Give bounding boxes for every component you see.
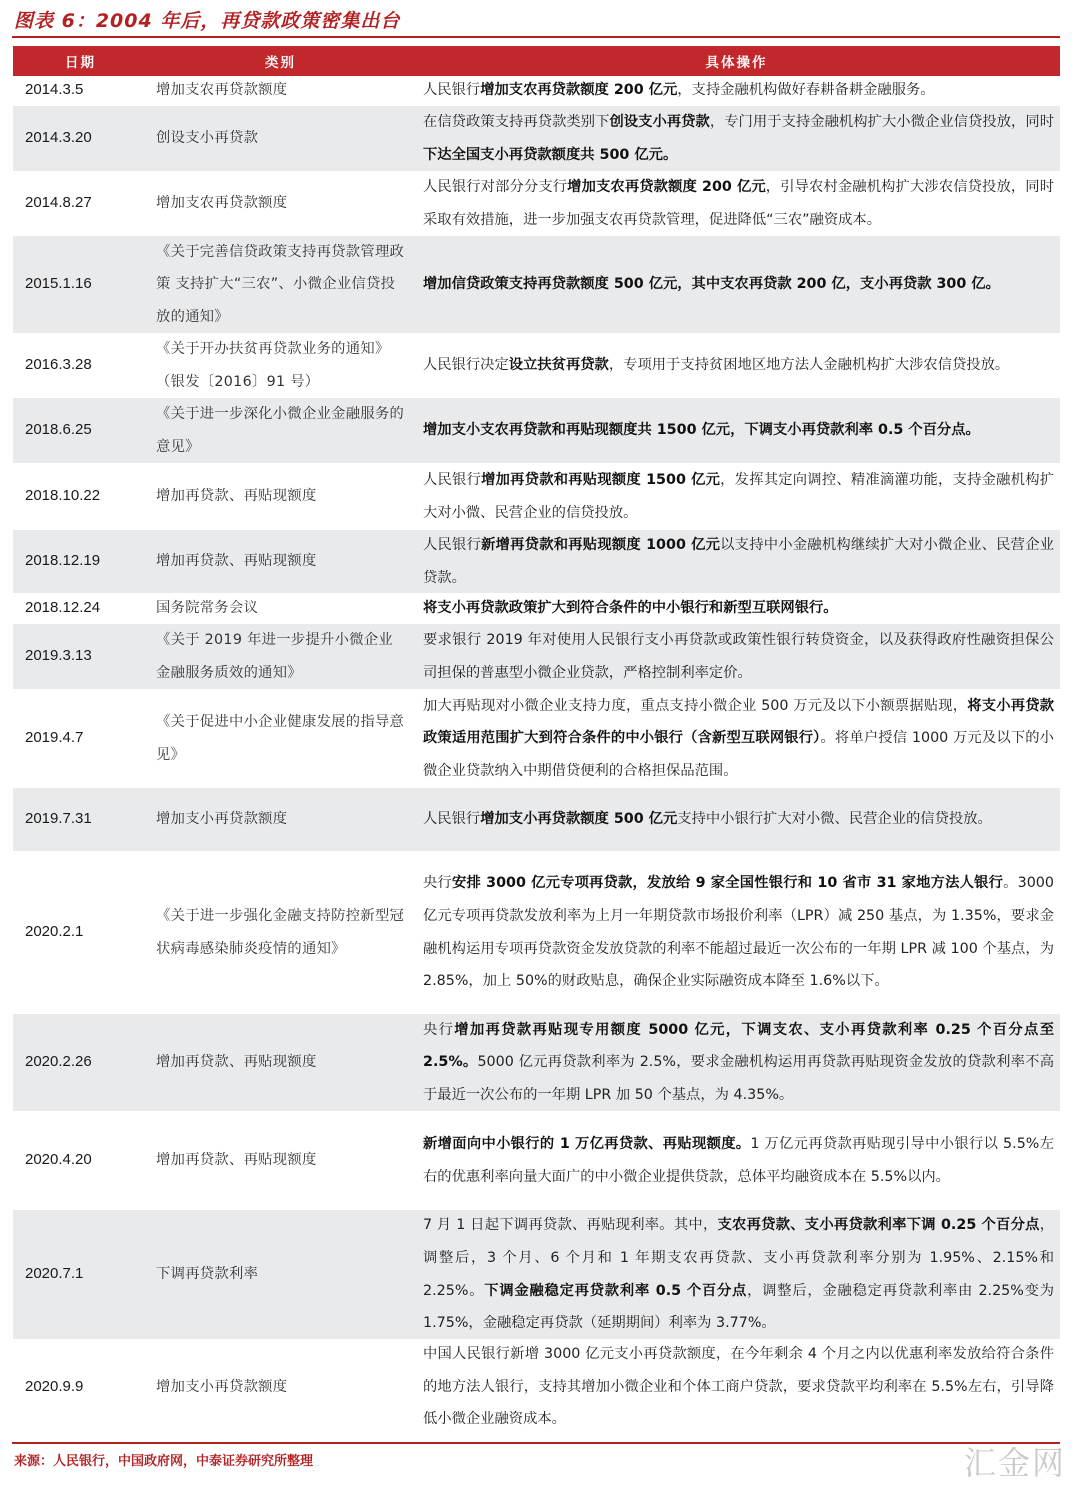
header-date: 日期 (65, 55, 96, 71)
table-row (13, 594, 1060, 624)
table-body (13, 76, 1060, 1435)
cell-category: 增加再贷款、再贴现额度 (156, 553, 317, 570)
detail-emphasis: 将支小再贷款政策适用范围扩大到符合条件的中小银行（含新型互联网银行） (423, 697, 1055, 747)
bottom-divider (12, 1442, 1060, 1444)
detail-text: ，发挥其定向调控、精准滴灌功能，支持金融机构扩大对小微、民营企业的信贷投放。 (423, 471, 1055, 521)
detail-emphasis: 增加信贷政策支持再贷款额度 500 亿元，其中支农再贷款 200 亿，支小再贷款 300 亿。 (423, 276, 1000, 293)
cell-date: 2018.12.19 (25, 552, 101, 570)
cell-detail (413, 867, 1060, 997)
cell-date: 2020.9.9 (25, 1377, 84, 1395)
detail-emphasis: 增加支农再贷款额度 200 亿元 (567, 178, 766, 195)
cell-detail (413, 1128, 1060, 1193)
cell-date: 2016.3.28 (25, 356, 92, 374)
cell-detail (413, 1209, 1060, 1339)
cell-category: 《关于 2019 年进一步提升小微企业金融服务质效的通知》 (156, 631, 394, 681)
table-row (13, 334, 1060, 398)
table-row (13, 236, 1060, 334)
detail-emphasis: 增加再贷款和再贴现额度 1500 亿元 (481, 471, 721, 488)
detail-text: 要求银行 2019 年对使用人民银行支小再贷款或政策性银行转贷资金，以及获得政府性融资担保公司担保的普惠型小微企业贷款，严格控制利率定价。 (423, 631, 1054, 681)
cell-detail (413, 592, 1060, 625)
header-detail: 具体操作 (705, 55, 768, 71)
detail-text: ，专项用于支持贫困地区地方法人金融机构扩大涉农信贷投放。 (608, 357, 1010, 374)
table-row (13, 852, 1060, 1014)
detail-emphasis: 新增再贷款和再贴现额度 1000 亿元 (481, 536, 721, 553)
table-row (13, 1340, 1060, 1435)
cell-detail (413, 268, 1060, 301)
detail-emphasis: 将支小再贷款政策扩大到符合条件的中小银行和新型互联网银行。 (423, 600, 838, 617)
detail-emphasis: 创设支小再贷款 (609, 113, 710, 130)
detail-text: ，专门用于支持金融机构扩大小微企业信贷投放，同时 (709, 113, 1055, 130)
cell-category: 创设支小再贷款 (156, 130, 259, 147)
cell-detail (413, 74, 1060, 107)
cell-detail (413, 1014, 1060, 1112)
table-row (13, 624, 1060, 690)
detail-text: 人民银行 (423, 536, 482, 553)
watermark: 汇金网 (963, 1444, 1066, 1482)
cell-detail (413, 464, 1060, 529)
header-category: 类别 (265, 55, 296, 71)
cell-date: 2014.8.27 (25, 194, 92, 212)
cell-date: 2020.2.26 (25, 1053, 92, 1071)
table-header (13, 46, 1060, 76)
detail-text: ，支持金融机构做好春耕备耕金融服务。 (677, 82, 935, 99)
detail-text: ，引导农村金融机构扩大涉农信贷投放，同时采取有效措施，进一步加强支农再贷款管理，促进降低“三农”融资成本。 (423, 178, 1055, 228)
cell-category: 《关于促进中小企业健康发展的指导意见》 (156, 713, 405, 763)
detail-text: 5000 亿元再贷款利率为 2.5%，要求金融机构运用再贷款再贴现资金发放的贷款利率不高于最近一次公布的一年期 LPR 加 50 个基点，为 4.35%。 (423, 1054, 1054, 1103)
detail-emphasis: 下调金融稳定再贷款利率 0.5 个百分点 (484, 1282, 748, 1299)
table-row (13, 172, 1060, 236)
cell-category: 增加再贷款、再贴现额度 (156, 1152, 317, 1169)
title-divider (12, 36, 1060, 38)
cell-category: 增加支农再贷款额度 (156, 82, 288, 99)
cell-date: 2014.3.20 (25, 129, 92, 147)
cell-date: 2014.3.5 (25, 81, 84, 99)
detail-text: 人民银行 (423, 811, 481, 828)
cell-category: 国务院常务会议 (156, 600, 259, 617)
cell-date: 2019.3.13 (25, 647, 92, 665)
detail-emphasis: 支农再贷款、支小再贷款利率下调 0.25 个百分点 (717, 1217, 1040, 1234)
detail-text: 1 万亿元再贷款再贴现引导中小银行以 5.5%左右的优惠利率向量大面广的中小微企业提供贷款，总体平均融资成本在 5.5%以内。 (423, 1135, 1054, 1185)
cell-category: 增加支农再贷款额度 (156, 195, 288, 212)
detail-emphasis: 安排 3000 亿元专项再贷款，发放给 9 家全国性银行和 10 省市 31 家地方法人银行 (451, 875, 1004, 892)
detail-text: 人民银行对部分分支行 (423, 178, 568, 195)
figure-title: 图表 6：2004 年后，再贷款政策密集出台 (14, 10, 401, 32)
detail-text: ，调整后，金融稳定再贷款利率由 2.25%变为 1.75%，金融稳定再贷款（延期期间）利率为 3.77%。 (423, 1282, 1054, 1332)
cell-date: 2018.12.24 (25, 599, 101, 617)
detail-emphasis: 新增面向中小银行的 1 万亿再贷款、再贴现额度。 (423, 1135, 751, 1152)
cell-category: 增加再贷款、再贴现额度 (156, 488, 317, 505)
detail-text: 以支持中小金融机构继续扩大对小微企业、民营企业贷款。 (423, 536, 1055, 586)
detail-emphasis: 设立扶贫再贷款 (508, 357, 609, 374)
detail-text: 中国人民银行新增 3000 亿元支小再贷款额度，在今年剩余 4 个月之内以优惠利率发放给符合条件的地方法人银行，支持其增加小微企业和个体工商户贷款，要求贷款平均利率在 5.5%左右，引导降低小微企业融资成本。 (423, 1346, 1054, 1428)
cell-category: 《关于完善信贷政策支持再贷款管理政策 支持扩大“三农”、小微企业信贷投放的通知》 (156, 243, 405, 325)
detail-text: 在信贷政策支持再贷款类别下 (423, 113, 610, 130)
cell-date: 2015.1.16 (25, 275, 92, 293)
cell-date: 2019.4.7 (25, 729, 84, 747)
detail-emphasis: 增加支农再贷款额度 200 亿元 (480, 82, 678, 99)
cell-detail (413, 1338, 1060, 1436)
cell-detail (413, 349, 1060, 382)
table-row (13, 76, 1060, 106)
table-row (13, 690, 1060, 788)
table-row (13, 464, 1060, 530)
detail-emphasis: 增加支小支农再贷款和再贴现额度共 1500 亿元，下调支小再贷款利率 0.5 个百分点。 (423, 422, 980, 439)
detail-emphasis: 下达全国支小再贷款额度共 500 亿元。 (423, 146, 678, 163)
detail-text: 央行 (423, 1021, 455, 1038)
cell-detail (413, 690, 1060, 788)
source-note: 来源：人民银行，中国政府网，中泰证券研究所整理 (14, 1454, 314, 1469)
table-row (13, 1014, 1060, 1112)
table-row (13, 530, 1060, 594)
cell-detail (413, 171, 1060, 236)
table-row (13, 1210, 1060, 1340)
table-row (13, 106, 1060, 172)
detail-emphasis: 增加支小再贷款额度 500 亿元 (480, 811, 678, 828)
cell-detail (413, 414, 1060, 447)
detail-text: 。3000 亿元专项再贷款发放利率为上月一年期贷款市场报价利率（LPR）减 250 基点，为 1.35%，要求金融机构运用专项再贷款资金发放贷款的利率不能超过最近一次公布的一年期 LPR 减 100 个基点，为 2.85%，加上 50%的财政贴息，确保企业实际融资成本降至 1.6%以下。 (423, 875, 1054, 990)
detail-emphasis: 增加再贷款再贴现专用额度 5000 亿元，下调支农、支小再贷款利率 0.25 个百分点至 2.5%。 (423, 1021, 1054, 1071)
table-row (13, 398, 1060, 464)
detail-text: 人民银行决定 (423, 357, 509, 374)
detail-text: 央行 (423, 875, 452, 892)
policy-table (13, 46, 1060, 1435)
cell-date: 2019.7.31 (25, 810, 92, 828)
cell-detail (413, 624, 1060, 689)
detail-text: 。将单户授信 1000 万元及以下的小微企业贷款纳入中期借贷便利的合格担保品范围。 (423, 730, 1054, 779)
cell-detail (413, 803, 1060, 836)
cell-date: 2020.4.20 (25, 1151, 92, 1169)
detail-text: 支持中小银行扩大对小微、民营企业的信贷投放。 (677, 811, 992, 828)
cell-category: 增加支小再贷款额度 (156, 1378, 288, 1395)
cell-date: 2020.2.1 (25, 923, 84, 941)
cell-category: 《关于开办扶贫再贷款业务的通知》（银发〔2016〕91 号） (156, 340, 390, 390)
cell-detail (413, 529, 1060, 594)
cell-category: 增加再贷款、再贴现额度 (156, 1054, 317, 1071)
detail-text: ，调整后，3 个月、6 个月和 1 年期支农再贷款、支小再贷款利率分别为 1.95%、2.15%和 2.25%。 (423, 1217, 1054, 1299)
cell-date: 2018.10.22 (25, 487, 101, 505)
detail-text: 人民银行 (423, 82, 481, 99)
cell-category: 《关于进一步强化金融支持防控新型冠状病毒感染肺炎疫情的通知》 (156, 907, 405, 957)
detail-text: 加大再贴现对小微企业支持力度，重点支持小微企业 500 万元及以下小额票据贴现， (423, 697, 968, 714)
table-row (13, 1112, 1060, 1210)
cell-detail (413, 106, 1060, 171)
cell-category: 增加支小再贷款额度 (156, 811, 288, 828)
cell-category: 下调再贷款利率 (156, 1266, 259, 1283)
cell-date: 2018.6.25 (25, 421, 92, 439)
detail-text: 7 月 1 日起下调再贷款、再贴现利率。其中， (423, 1217, 718, 1234)
detail-text: 人民银行 (423, 471, 482, 488)
cell-date: 2020.7.1 (25, 1265, 84, 1283)
cell-category: 《关于进一步深化小微企业金融服务的意见》 (156, 405, 405, 455)
table-row (13, 788, 1060, 852)
